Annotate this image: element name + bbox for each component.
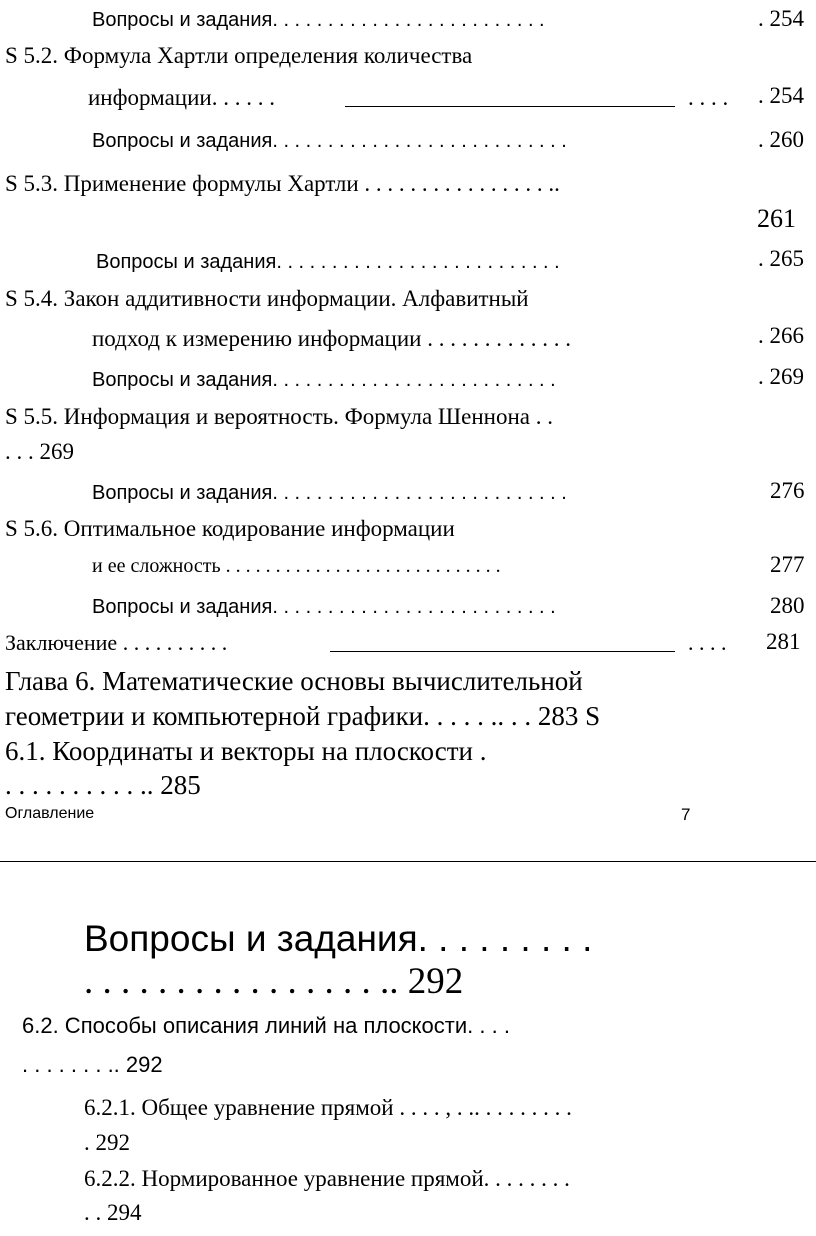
- toc-section-6-1-page: . . . . . . . . . . .. 285: [5, 770, 201, 800]
- toc-page-number: . 266: [758, 323, 804, 348]
- toc-entry-questions-5-5: Вопросы и задания. . . . . . . . . . . . . . . . . . . . . . . . . . .: [92, 482, 567, 504]
- toc-page-number: . 260: [758, 127, 804, 152]
- toc-section-5-4-title: S 5.4. Закон аддитивности информации. Алфавитный: [5, 286, 529, 311]
- toc-section-6-1: 6.1. Координаты и векторы на плоскости .: [5, 736, 487, 766]
- next-page-section-6-2-1: 6.2.1. Общее уравнение прямой . . . . , . .. . . . . . . . .: [84, 1095, 572, 1120]
- toc-section-5-2-cont: информации. . . . . .: [88, 85, 275, 110]
- toc-conclusion: Заключение . . . . . . . . . .: [5, 630, 228, 655]
- toc-page-number: . 265: [758, 246, 804, 271]
- toc-section-5-3: S 5.3. Применение формулы Хартли . . . . . . . . . . . . . . . . ..: [5, 171, 560, 196]
- toc-entry-questions-5-4: Вопросы и задания. . . . . . . . . . . . . . . . . . . . . . . . . .: [92, 369, 556, 391]
- toc-entry-questions-5-1: Вопросы и задания. . . . . . . . . . . . . . . . . . . . . . . . .: [92, 9, 545, 31]
- next-page-section-6-2-1-page: . 292: [84, 1130, 130, 1155]
- toc-leader-rule: [345, 106, 675, 107]
- toc-entry-questions-5-6: Вопросы и задания. . . . . . . . . . . . . . . . . . . . . . . . . .: [92, 596, 556, 618]
- next-page-section-6-2-2: 6.2.2. Нормированное уравнение прямой. . . . . . . .: [84, 1166, 570, 1191]
- next-page-section-6-2: 6.2. Способы описания линий на плоскости. . . .: [22, 1013, 510, 1038]
- next-page-questions-line1: Вопросы и задания. . . . . . . . .: [84, 918, 593, 959]
- toc-page-number: . 254: [758, 6, 804, 31]
- toc-section-5-4-cont: подход к измерению информации . . . . . . . . . . . . .: [92, 326, 571, 351]
- toc-section-5-5: S 5.5. Информация и вероятность. Формула Шеннона . .: [5, 404, 553, 429]
- toc-page-number: . 254: [758, 83, 804, 108]
- toc-page-number: . 269: [758, 364, 804, 389]
- footer-label: Оглавление: [5, 805, 95, 822]
- toc-chapter-6-line1: Глава 6. Математические основы вычислительной: [5, 666, 583, 696]
- toc-entry-questions-5-2: Вопросы и задания. . . . . . . . . . . . . . . . . . . . . . . . . . .: [92, 130, 567, 152]
- toc-section-5-5-page: . . . 269: [5, 439, 74, 464]
- footer-page-number: 7: [681, 805, 691, 824]
- toc-leader-dots: . . . .: [688, 630, 727, 655]
- toc-page-number: 261: [757, 204, 796, 233]
- next-page-questions-line2: . . . . . . . . . . . . . . . . .. 292: [84, 961, 464, 1002]
- toc-page-number: 281: [766, 629, 801, 654]
- page-divider: [0, 861, 816, 862]
- toc-leader-dots: . . . .: [688, 85, 729, 110]
- next-page-section-6-2-2-page: . . 294: [84, 1200, 142, 1225]
- toc-section-5-6-title: S 5.6. Оптимальное кодирование информации: [5, 516, 455, 541]
- toc-leader-rule: [330, 651, 675, 652]
- toc-page-number: 276: [770, 478, 805, 503]
- toc-page-number: 277: [770, 552, 805, 577]
- toc-entry-questions-5-3: Вопросы и задания. . . . . . . . . . . . . . . . . . . . . . . . . .: [96, 251, 560, 273]
- toc-chapter-6-line2: геометрии и компьютерной графики. . . . . .. . . 283 S: [5, 701, 601, 731]
- toc-section-5-2-title: S 5.2. Формула Хартли определения количества: [5, 43, 473, 68]
- toc-page-number: 280: [770, 593, 805, 618]
- next-page-section-6-2-page: . . . . . . . .. 292: [22, 1052, 163, 1077]
- toc-section-5-6-cont: и ее сложность . . . . . . . . . . . . . . . . . . . . . . . . . . . .: [92, 555, 501, 577]
